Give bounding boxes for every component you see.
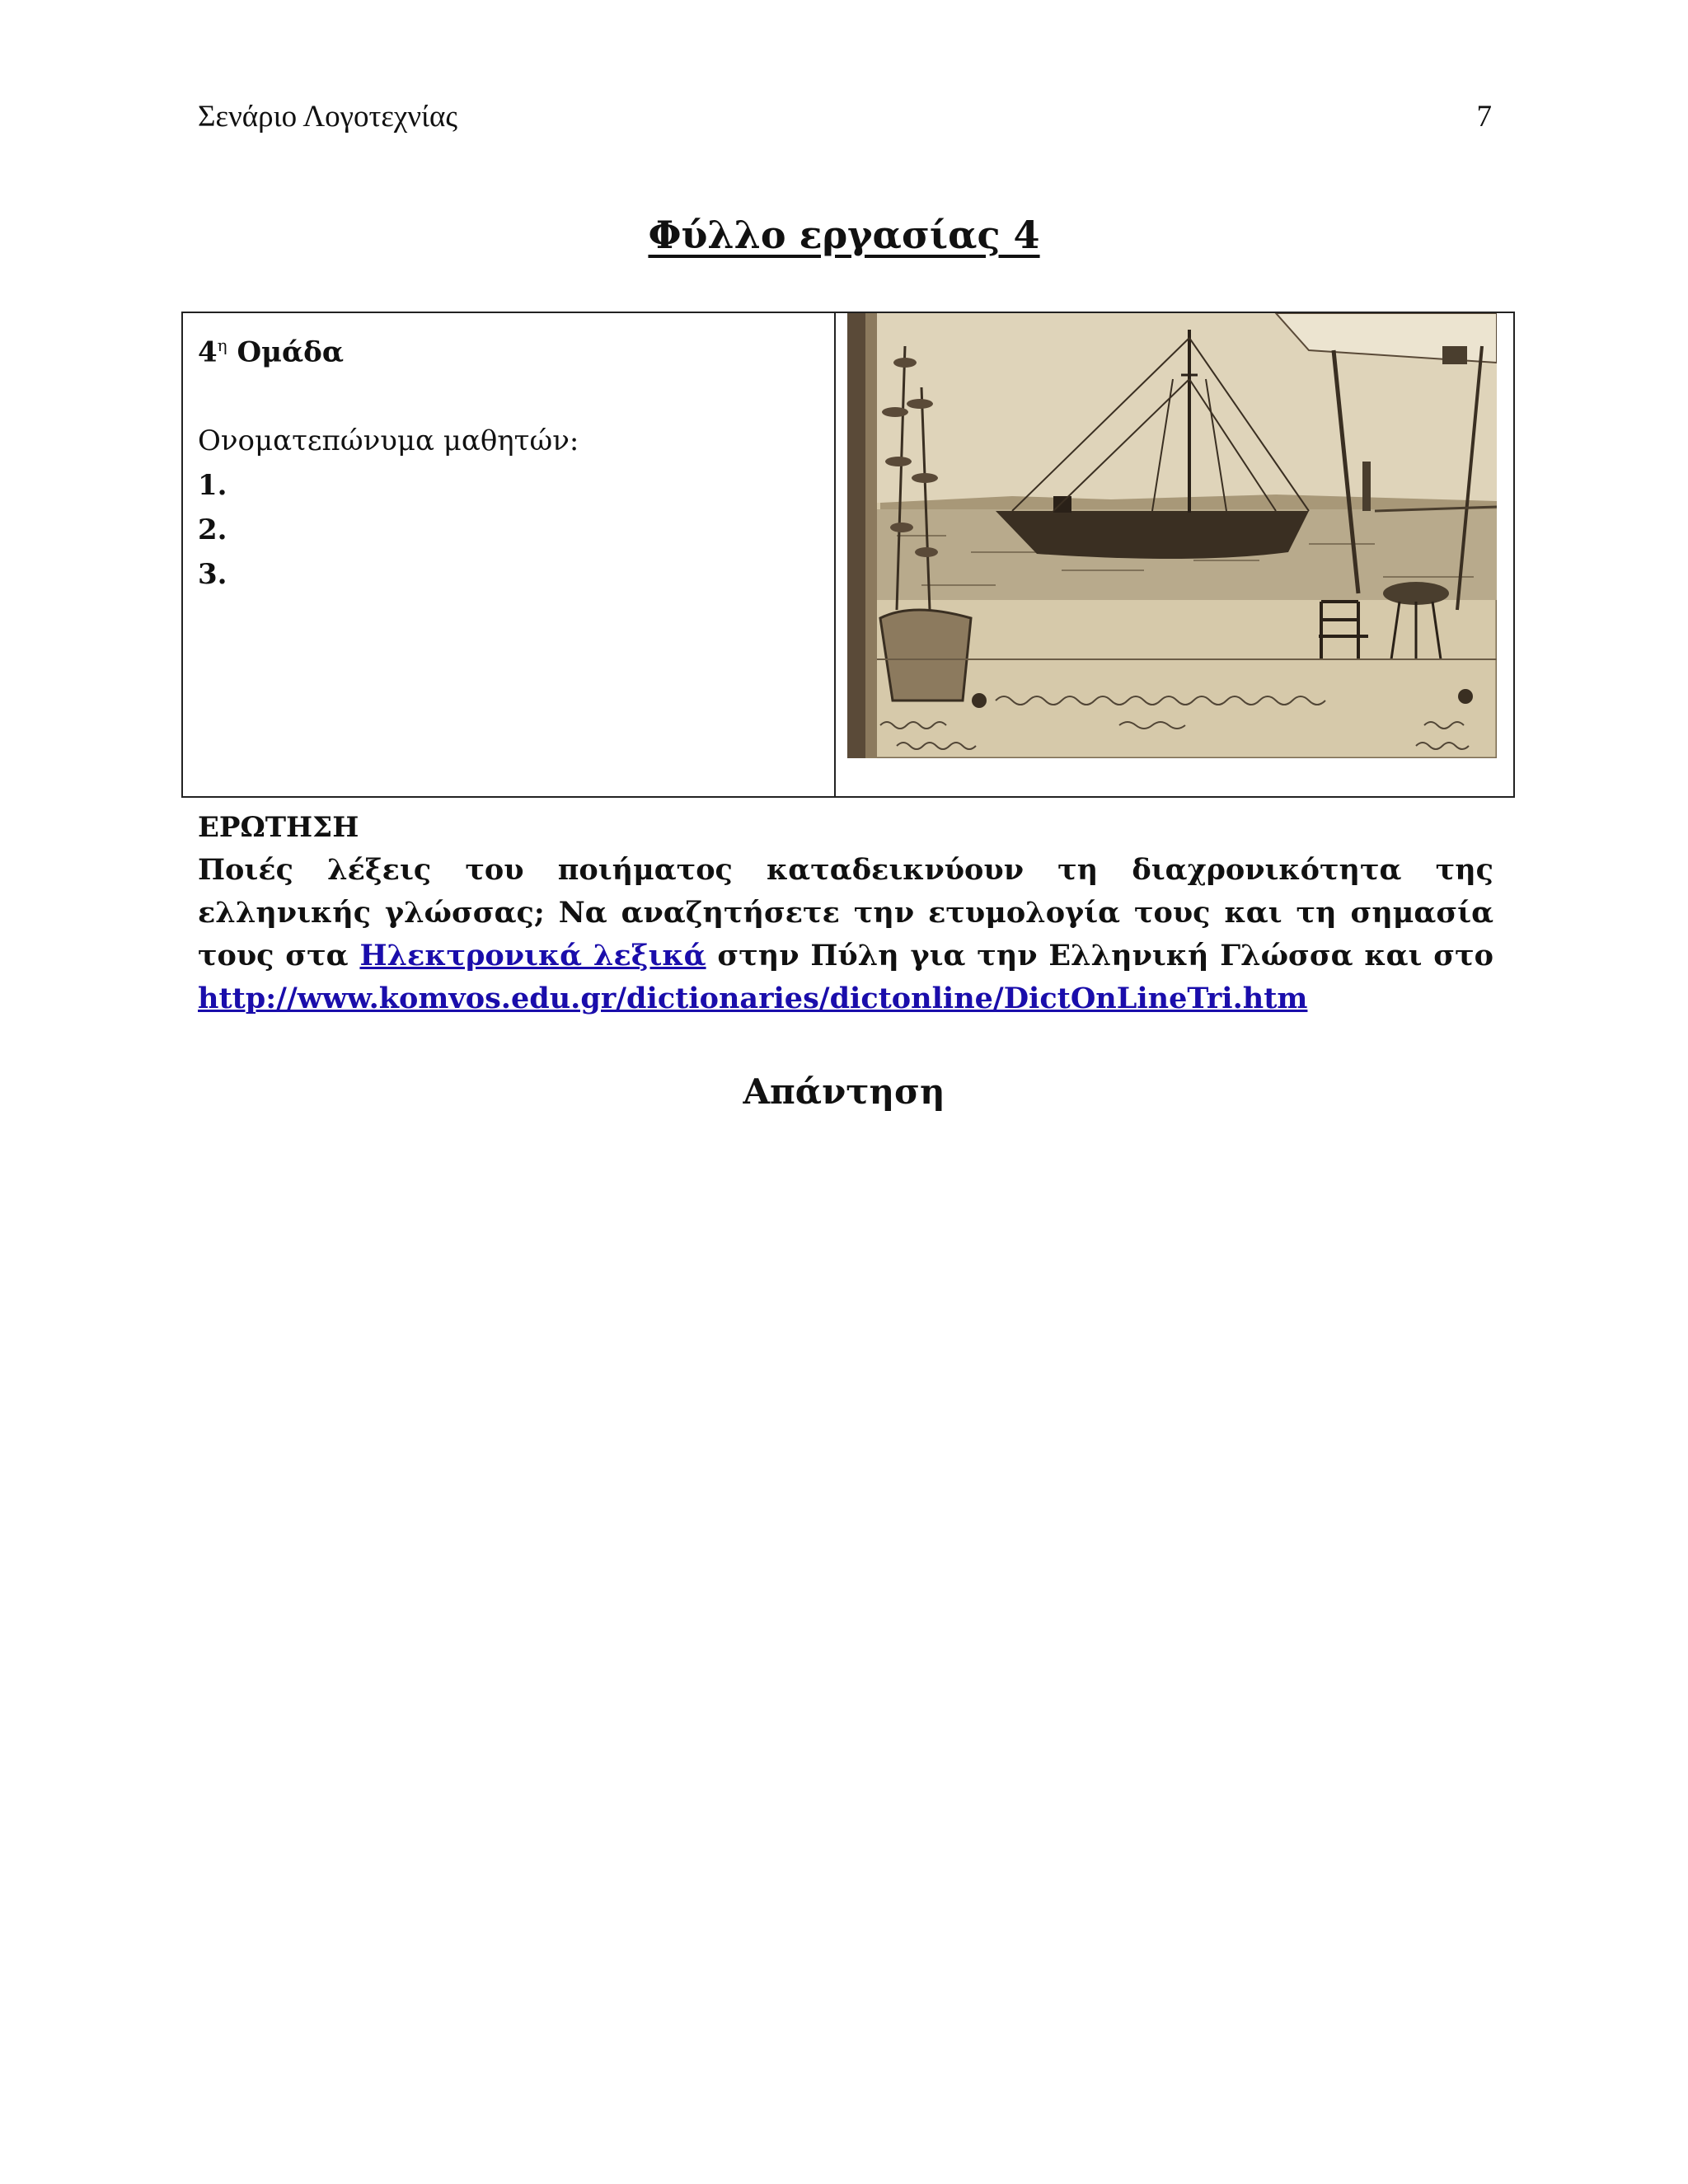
group-table xyxy=(181,312,1515,798)
group-cell xyxy=(198,323,824,597)
round-table xyxy=(1383,582,1449,605)
question-heading: ΕΡΩΤΗΣΗ xyxy=(198,811,359,844)
ship-hull xyxy=(996,511,1309,559)
page-number: 7 xyxy=(1476,100,1492,134)
spacer xyxy=(198,374,824,419)
question-block xyxy=(198,806,1493,1020)
harbor-sketch-image xyxy=(847,313,1497,758)
komvos-dictionary-link[interactable]: http://www.komvos.edu.gr/dictionaries/dictonline/DictOnLineTri.htm xyxy=(198,982,1308,1015)
ship-drawing xyxy=(847,313,1497,758)
list-item: 3. xyxy=(198,558,227,592)
question-text xyxy=(198,849,1493,1020)
list-item: 1. xyxy=(198,469,227,503)
header-title: Σενάριο Λογοτεχνίας xyxy=(198,100,458,134)
flower-pot xyxy=(880,610,971,701)
table-divider xyxy=(834,313,836,796)
question-text-part2: στην Πύλη για την Ελληνική Γλώσσα και στο xyxy=(717,939,1494,972)
group-label: Ομάδα xyxy=(237,335,345,369)
student-names-label: Ονοματεπώνυμα μαθητών: xyxy=(198,424,579,458)
page-header xyxy=(198,99,1492,140)
worksheet-title: Φύλλο εργασίας 4 xyxy=(648,213,1040,257)
electronic-dictionaries-link[interactable]: Ηλεκτρονικά λεξικά xyxy=(359,939,706,972)
list-item: 2. xyxy=(198,513,227,547)
answer-heading: Απάντηση xyxy=(743,1071,945,1112)
question-text-part1: Ποιές λέξεις του ποιήματος καταδεικνύουν τη διαχρονικότητα της ελληνικής γλώσσας; Να αναζητήσετε την ετυμολογία τους και τη σημασία τους στα xyxy=(198,853,1493,972)
group-number: 4 xyxy=(198,335,218,369)
group-ordinal: η xyxy=(217,335,227,355)
group-heading xyxy=(198,323,824,374)
